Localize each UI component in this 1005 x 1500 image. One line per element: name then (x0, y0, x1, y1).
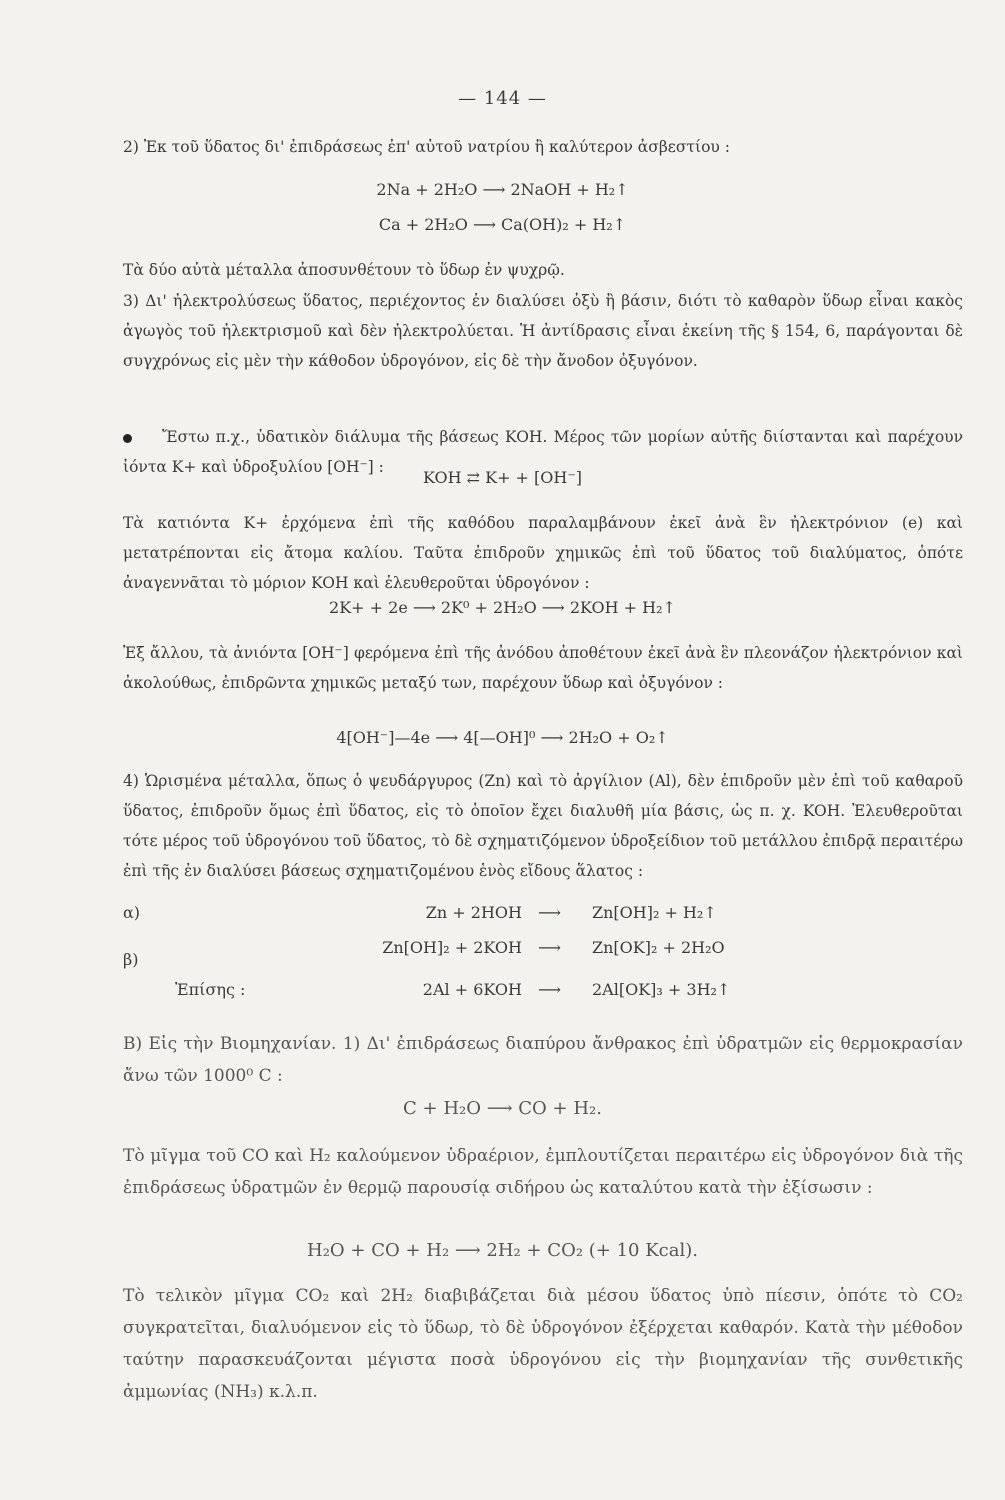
equation-carbon-steam: C + H₂O ⟶ CO + H₂. (403, 1098, 602, 1119)
equation-hydroxyl-anode: 4[OH⁻]—4e ⟶ 4[—OH]⁰ ⟶ 2H₂O + O₂↑ (336, 728, 669, 747)
reaction-row-a (0, 903, 1005, 933)
paragraph-final-mixture: Τὸ τελικὸν μῖγμα CO₂ καὶ 2H₂ διαβιβάζεται διὰ μέσου ὕδατος ὑπὸ πίεσιν, ὁπότε τὸ CO₂ συγκρατεῖται, διαλυόμενον εἰς τὸ ὕδωρ, τὸ δὲ ὑδρογόνον ἐξέρχεται καθαρόν. Κατὰ τὴν μέθοδον ταύτην παρασκευάζονται μέγιστα ποσὰ ὑδρογόνου εἰς τὴν βιομηχανίαν τῆς συνθετικῆς ἀμμωνίας (NH₃) κ.λ.π. (123, 1286, 963, 1402)
reaction-row-b (0, 938, 1005, 968)
reaction-reactants: Zn + 2HOH (425, 903, 522, 922)
paragraph-method-4: 4) Ὡρισμένα μέταλλα, ὅπως ὁ ψευδάργυρος (Zn) καὶ τὸ ἀργίλιον (Al), δὲν ἐπιδροῦν μὲν ἐπὶ τοῦ καθαροῦ ὕδατος, ἐπιδροῦν ὅμως ἐπὶ ὕδατος, εἰς τὸ ὁποῖον ἔχει διαλυθῆ μία βάσις, ὡς π. χ. KOH. Ἐλευθεροῦται τότε μέρος τοῦ ὑδρογόνου τοῦ ὕδατος, τὸ δὲ σχηματιζόμενον ὑδροξείδιον τοῦ μετάλλου ἐπιδρᾷ περαιτέρω ἐπὶ τῆς ἐν διαλύσει βάσεως σχηματιζομένου ἑνὸς εἴδους ἅλατος : (123, 772, 963, 880)
reaction-label: β) (123, 950, 139, 969)
reaction-products: Zn[OK]₂ + 2H₂O (592, 938, 725, 957)
paragraph-metals-note: Τὰ δύο αὐτὰ μέταλλα ἀποσυνθέτουν τὸ ὕδωρ ἐν ψυχρῷ. (123, 261, 565, 279)
reaction-reactants: Zn[OH]₂ + 2KOH (382, 938, 522, 957)
equation-koh-dissociation: KOH ⇄ K+ + [OH⁻] (422, 468, 583, 487)
reaction-arrow: ⟶ (538, 938, 561, 957)
paragraph-cations: Τὰ κατιόντα K+ ἐρχόμενα ἐπὶ τῆς καθόδου παραλαμβάνουν ἐκεῖ ἀνὰ ἓν ἠλεκτρόνιον (e) καὶ μετατρέπονται εἰς ἄτομα καλίου. Ταῦτα ἐπιδροῦν χημικῶς ἐπὶ τοῦ ὕδατος τοῦ διαλύματος, ὁπότε ἀναγεννᾶται τὸ μόριον KOH καὶ ἐλευθεροῦται ὑδρογόνον : (123, 514, 963, 592)
reaction-products: 2Al[OK]₃ + 3H₂↑ (592, 980, 731, 999)
page-number: — 144 — (458, 88, 547, 109)
reaction-reactants: 2Al + 6KOH (422, 980, 522, 999)
paragraph-method-2: 2) Ἐκ τοῦ ὕδατος δι' ἐπιδράσεως ἐπ' αὐτοῦ νατρίου ἢ καλύτερον ἀσβεστίου : (123, 138, 730, 156)
equation-calcium-water: Ca + 2H₂O ⟶ Ca(OH)₂ + H₂↑ (378, 215, 627, 234)
equation-potassium-cathode: 2K+ + 2e ⟶ 2K⁰ + 2H₂O ⟶ 2KOH + H₂↑ (329, 598, 676, 617)
paragraph-anions: Ἐξ ἄλλου, τὰ ἀνιόντα [OH⁻] φερόμενα ἐπὶ τῆς ἀνόδου ἀποθέτουν ἐκεῖ ἀνὰ ἓν πλεονάζον ἠλεκτρόνιον καὶ ἀκολούθως, ἐπιδρῶντα χημικῶς μεταξύ των, παρέχουν ὕδωρ καὶ ὀξυγόνον : (123, 644, 963, 692)
paragraph-water-gas: Τὸ μῖγμα τοῦ CO καὶ H₂ καλούμενον ὑδραέριον, ἐμπλουτίζεται περαιτέρω εἰς ὑδρογόνον διὰ τῆς ἐπιδράσεως ὑδρατμῶν ἐν θερμῷ παρουσίᾳ σιδήρου ὡς καταλύτου κατὰ τὴν ἐξίσωσιν : (123, 1146, 963, 1198)
reaction-label: Ἐπίσης : (175, 980, 246, 999)
bullet-icon (123, 434, 132, 443)
reaction-label: α) (123, 903, 141, 922)
reaction-arrow: ⟶ (538, 903, 561, 922)
equation-water-gas-shift: H₂O + CO + H₂ ⟶ 2H₂ + CO₂ (+ 10 Kcal). (307, 1240, 698, 1261)
reaction-arrow: ⟶ (538, 980, 561, 999)
equation-sodium-water: 2Na + 2H₂O ⟶ 2NaOH + H₂↑ (376, 180, 629, 199)
reaction-row-aluminium (0, 980, 1005, 1010)
reaction-products: Zn[OH]₂ + H₂↑ (592, 903, 717, 922)
paragraph-method-3-electrolysis: 3) Δι' ἠλεκτρολύσεως ὕδατος, περιέχοντος ἐν διαλύσει ὀξὺ ἢ βάσιν, διότι τὸ καθαρὸν ὕδωρ εἶναι κακὸς ἀγωγὸς τοῦ ἠλεκτρισμοῦ καὶ δὲν ἠλεκτρολύεται. Ἡ ἀντίδρασις εἶναι ἐκείνη τῆς § 154, 6, παράγονται δὲ συγχρόνως εἰς μὲν τὴν κάθοδον ὑδρογόνον, εἰς δὲ τὴν ἄνοδον ὀξυγόνον. (123, 292, 963, 370)
paragraph-industry-method-1: B) Εἰς τὴν Βιομηχανίαν. 1) Δι' ἐπιδράσεως διαπύρου ἄνθρακος ἐπὶ ὑδρατμῶν εἰς θερμοκρασίαν ἄνω τῶν 1000⁰ C : (123, 1034, 963, 1086)
paragraph-koh-text: Ἔστω π.χ., ὑδατικὸν διάλυμα τῆς βάσεως KOH. Μέρος τῶν μορίων αὐτῆς διίστανται καὶ παρέχουν ἰόντα K+ καὶ ὑδροξυλίου [OH⁻] : (123, 428, 963, 476)
